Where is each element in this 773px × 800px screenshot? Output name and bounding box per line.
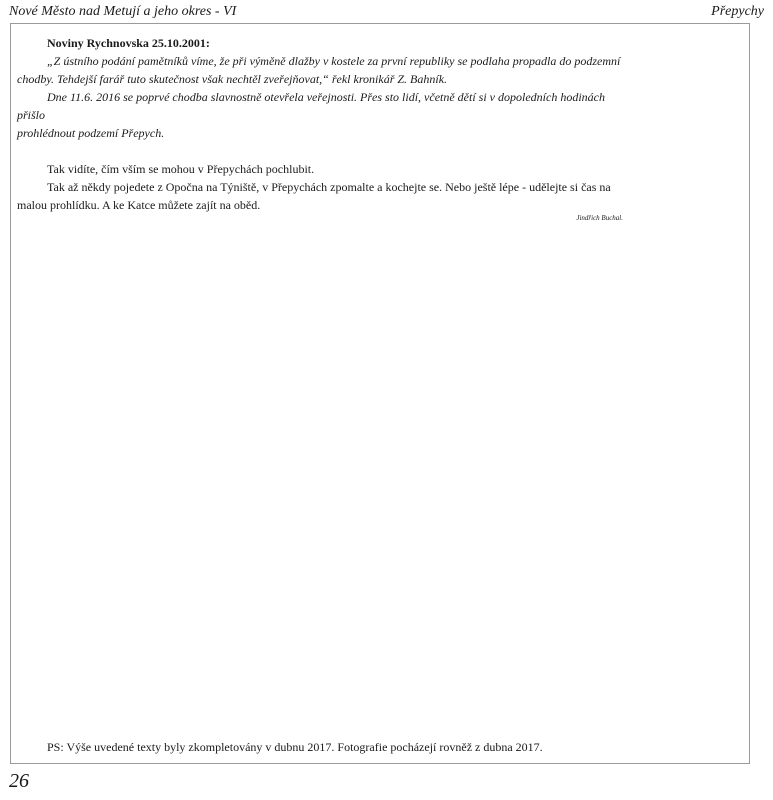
quote-line: „Z ústního podání pamětníků víme, že při výměně dlažby v kostele za první republiky se podlaha propadla do podzemní [47, 54, 621, 68]
closing-line: malou prohlídku. A ke Katce můžete zajít na oběd. [17, 198, 261, 212]
header-book-title: Nové Město nad Metují a jeho okres - VI [9, 4, 237, 19]
paragraph-spacer [17, 142, 623, 160]
article-body [17, 34, 623, 223]
event-line: Dne 11.6. 2016 se poprvé chodba slavnostně otevřela veřejnosti. Přes sto lidí, včetně dětí si v dopoledních hodinách přišlo [17, 90, 605, 122]
closing-line: Tak až někdy pojedete z Opočna na Týniště, v Přepychách zpomalte a kochejte se. Nebo ještě lépe - udělejte si čas na [47, 180, 611, 194]
author-signature: Jindřich Buchal. [576, 214, 623, 222]
postscript-note: PS: Výše uvedené texty byly zkompletovány v dubnu 2017. Fotografie pocházejí rovněž z dubna 2017. [47, 740, 543, 754]
header-chapter-title: Přepychy [711, 4, 764, 19]
closing-line: Tak vidíte, čím vším se mohou v Přepychách pochlubit. [47, 162, 315, 176]
quote-line: chodby. Tehdejší farář tuto skutečnost však nechtěl zveřejňovat,“ řekl kronikář Z. Bahník. [17, 72, 448, 86]
article-heading: Noviny Rychnovska 25.10.2001: [47, 36, 210, 50]
running-header [9, 3, 764, 23]
page-number: 26 [9, 770, 29, 792]
event-line: prohlédnout podzemí Přepych. [17, 126, 165, 140]
